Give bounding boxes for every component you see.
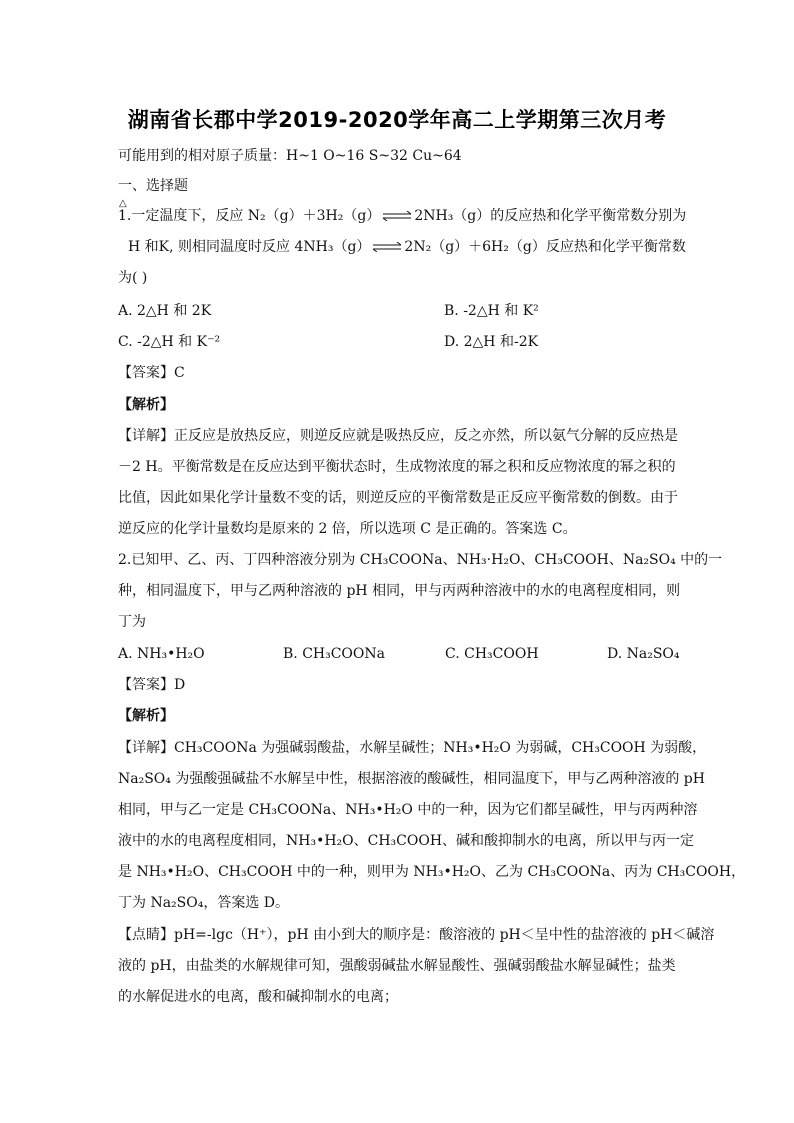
q1-detail-line4: 逆反应的化学计量数均是原来的 2 倍，所以选项 C 是正确的。答案选 C。 bbox=[118, 521, 577, 537]
q2-detail-line5: 是 NH₃•H₂O、CH₃COOH 中的一种，则甲为 NH₃•H₂O、乙为 CH₃COONa、丙为 CH₃COOH， bbox=[118, 864, 746, 880]
q1-detail-line1: 【详解】正反应是放热反应，则逆反应就是吸热反应，反之亦然，所以氨气分解的反应热是 bbox=[118, 428, 678, 444]
q2-detail-line1: 【详解】CH₃COONa 为强碱弱酸盐，水解呈碱性；NH₃•H₂O 为弱碱，CH₃COOH 为弱酸， bbox=[118, 740, 707, 756]
q2-line2: 种，相同温度下，甲与乙两种溶液的 pH 相同，甲与丙两种溶液中的水的电离程度相同，则 bbox=[118, 583, 681, 599]
page-title: 湖南省长郡中学2019-2020学年高二上学期第三次月考 bbox=[127, 108, 667, 132]
q1-detail-line3: 比值，因此如果化学计量数不变的话，则逆反应的平衡常数是正反应平衡常数的倒数。由于 bbox=[118, 490, 678, 506]
q2-point-line1: 【点睛】pH=-lgc（H⁺），pH 由小到大的顺序是：酸溶液的 pH＜呈中性的盐溶液的 pH＜碱溶 bbox=[118, 927, 715, 943]
q1-line3: 为( ) bbox=[118, 270, 148, 286]
q2-analysis-label: 【解析】 bbox=[118, 708, 174, 724]
q1-option-d: D. 2△H 和-2K bbox=[444, 334, 539, 350]
q1-analysis-label: 【解析】 bbox=[118, 397, 174, 413]
q2-option-a: A. NH₃•H₂O bbox=[118, 646, 205, 662]
q1-option-a: A. 2△H 和 2K bbox=[118, 303, 212, 319]
q1-line1 bbox=[118, 206, 688, 226]
equilibrium-arrow-icon bbox=[382, 211, 412, 221]
q1-line2-left: H 和K, 则相同温度时反应 4NH₃（g） bbox=[128, 239, 371, 255]
q2-detail-line2: Na₂SO₄ 为强酸强碱盐不水解呈中性，根据溶液的酸碱性，相同温度下，甲与乙两种溶液的 pH bbox=[118, 771, 705, 787]
atomic-masses-line: 可能用到的相对原子质量：H~1 O~16 S~32 Cu~64 bbox=[118, 148, 462, 164]
q2-option-d: D. Na₂SO₄ bbox=[607, 646, 680, 662]
q1-line2-right: 2N₂（g）＋6H₂（g）反应热和化学平衡常数 bbox=[404, 239, 686, 255]
q2-answer: 【答案】D bbox=[118, 677, 186, 693]
q2-option-c: C. CH₃COOH bbox=[445, 646, 539, 662]
q1-option-c: C. -2△H 和 K⁻² bbox=[118, 334, 221, 350]
equilibrium-arrow-icon bbox=[372, 242, 402, 252]
q2-option-b: B. CH₃COONa bbox=[283, 646, 385, 662]
q2-line1: 2.已知甲、乙、丙、丁四种溶液分别为 CH₃COONa、NH₃·H₂O、CH₃COOH、Na₂SO₄ 中的一 bbox=[118, 552, 723, 568]
delta-mark-icon: △ bbox=[119, 198, 127, 209]
q1-answer: 【答案】C bbox=[118, 365, 185, 381]
section-heading: 一、选择题 bbox=[118, 178, 188, 194]
q1-line1-left: 1.一定温度下，反应 N₂（g）＋3H₂（g） bbox=[118, 208, 381, 224]
q2-detail-line4: 液中的水的电离程度相同，NH₃•H₂O、CH₃COOH、碱和酸抑制水的电离，所以甲与丙一定 bbox=[118, 833, 695, 849]
q1-line2 bbox=[128, 237, 698, 257]
q2-line3: 丁为 bbox=[118, 614, 146, 630]
q1-line1-right: 2NH₃（g）的反应热和化学平衡常数分别为 bbox=[414, 208, 687, 224]
q2-point-line2: 液的 pH，由盐类的水解规律可知，强酸弱碱盐水解显酸性、强碱弱酸盐水解显碱性；盐类 bbox=[118, 958, 676, 974]
q1-detail-line2: －2 H。平衡常数是在反应达到平衡状态时，生成物浓度的幂之积和反应物浓度的幂之积的 bbox=[118, 459, 676, 475]
q2-detail-line3: 相同，甲与乙一定是 CH₃COONa、NH₃•H₂O 中的一种，因为它们都呈碱性，甲与丙两种溶 bbox=[118, 802, 698, 818]
q2-detail-line6: 丁为 Na₂SO₄，答案选 D。 bbox=[118, 895, 290, 911]
q2-point-line3: 的水解促进水的电离，酸和碱抑制水的电离； bbox=[118, 989, 398, 1005]
q1-option-b: B. -2△H 和 K² bbox=[444, 303, 539, 319]
